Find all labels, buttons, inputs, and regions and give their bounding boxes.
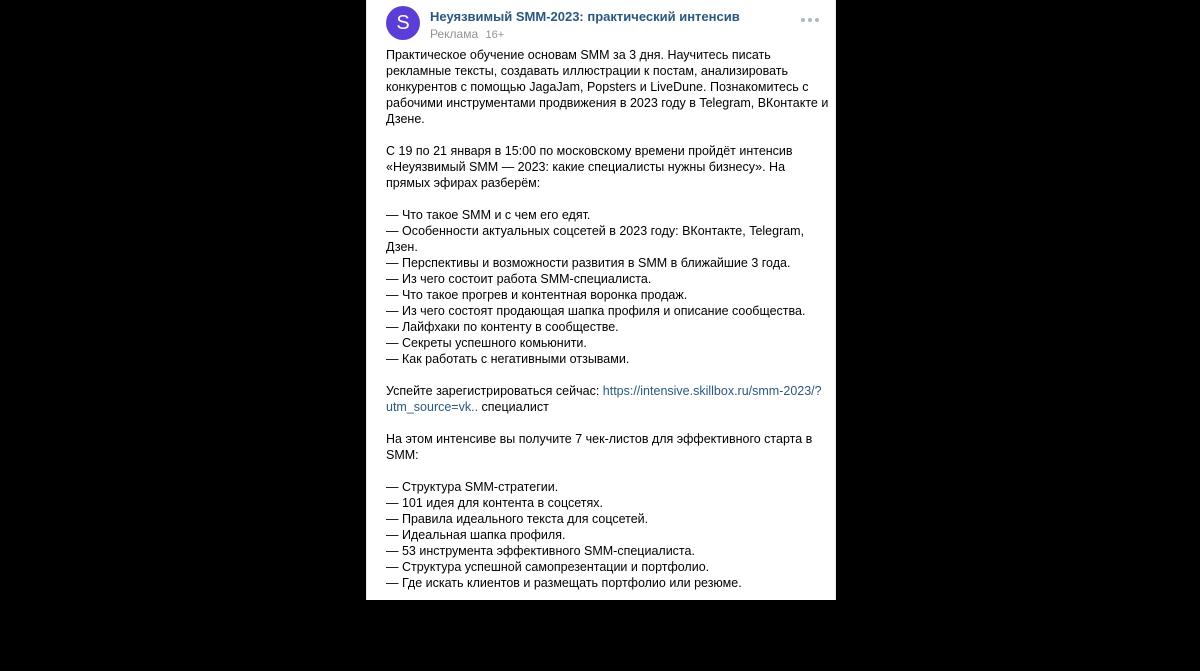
- topics-list: [386, 207, 830, 367]
- checklist-item: — 53 инструмента эффективного SMM-специалиста.: [386, 544, 695, 558]
- topic-item: — Секреты успешного комьюнити.: [386, 336, 587, 350]
- checklist-item: — Где искать клиентов и размещать портфолио или резюме.: [386, 576, 742, 590]
- dot: [801, 18, 805, 22]
- topic-item: — Из чего состоит работа SMM-специалиста.: [386, 272, 652, 286]
- checklist-item: — Идеальная шапка профиля.: [386, 528, 566, 542]
- ad-post-card: [366, 0, 836, 654]
- topic-item: — Особенности актуальных соцсетей в 2023 году: ВКонтакте, Telegram, Дзен.: [386, 224, 805, 254]
- checklists-intro: На этом интенсиве вы получите 7 чек-листов для эффективного старта в SMM:: [386, 432, 813, 462]
- register-paragraph: [386, 383, 830, 415]
- topic-item: — Лайфхаки по контенту в сообществе.: [386, 320, 619, 334]
- topic-item: — Что такое SMM и с чем его едят.: [386, 208, 591, 222]
- checklist-item: — Структура SMM-стратегии.: [386, 480, 559, 494]
- register-link[interactable]: https://intensive.skillbox.ru/smm-2023/?utm_source=vk..: [386, 384, 822, 414]
- post-text: [386, 47, 830, 671]
- checklists-list: [386, 479, 830, 591]
- dot: [808, 18, 812, 22]
- dot: [815, 18, 819, 22]
- checklist-item: — Структура успешной самопрезентации и портфолио.: [386, 560, 710, 574]
- register-suffix: специалист: [478, 400, 549, 414]
- community-avatar[interactable]: S: [386, 6, 420, 40]
- age-rating-badge: 16+: [485, 29, 505, 41]
- topic-item: — Перспективы и возможности развития в SMM в ближайшие 3 года.: [386, 256, 791, 270]
- checklist-item: — Правила идеального текста для соцсетей.: [386, 512, 649, 526]
- checklist-item: — 101 идея для контента в соцсетях.: [386, 496, 603, 510]
- topic-item: — Что такое прогрев и контентная воронка продаж.: [386, 288, 688, 302]
- community-name-link[interactable]: Неуязвимый SMM-2023: практический интенсив: [430, 9, 740, 24]
- schedule-paragraph: С 19 по 21 января в 15:00 по московскому времени пройдёт интенсив «Неуязвимый SMM — 2023: какие специалисты нужны бизнесу». На прямых эфирах разберём:: [386, 144, 793, 190]
- more-dots-icon[interactable]: [801, 14, 819, 26]
- post-meta: [430, 27, 504, 41]
- ad-label: Реклама: [430, 27, 479, 41]
- speaker-paragraph: Накопленным опытом с вами поделится Оксана Балашова — сертифицированный коуч ICF, ментор с 14-летним опытом в маркетинге. Оксана создала с нуля 2: [386, 608, 811, 654]
- topic-item: — Из чего состоят продающая шапка профиля и описание сообщества.: [386, 304, 806, 318]
- topic-item: — Как работать с негативными отзывами.: [386, 352, 630, 366]
- register-prefix: Успейте зарегистрироваться сейчас:: [386, 384, 603, 398]
- intro-paragraph: Практическое обучение основам SMM за 3 дня. Научитесь писать рекламные тексты, создавать иллюстрации к постам, анализировать конкурентов с помощью JagaJam, Popsters и LiveDune. Познакомитесь с рабочими инструментами продвижения в 2023 году в Telegram, ВКонтакте и Дзене.: [386, 48, 829, 126]
